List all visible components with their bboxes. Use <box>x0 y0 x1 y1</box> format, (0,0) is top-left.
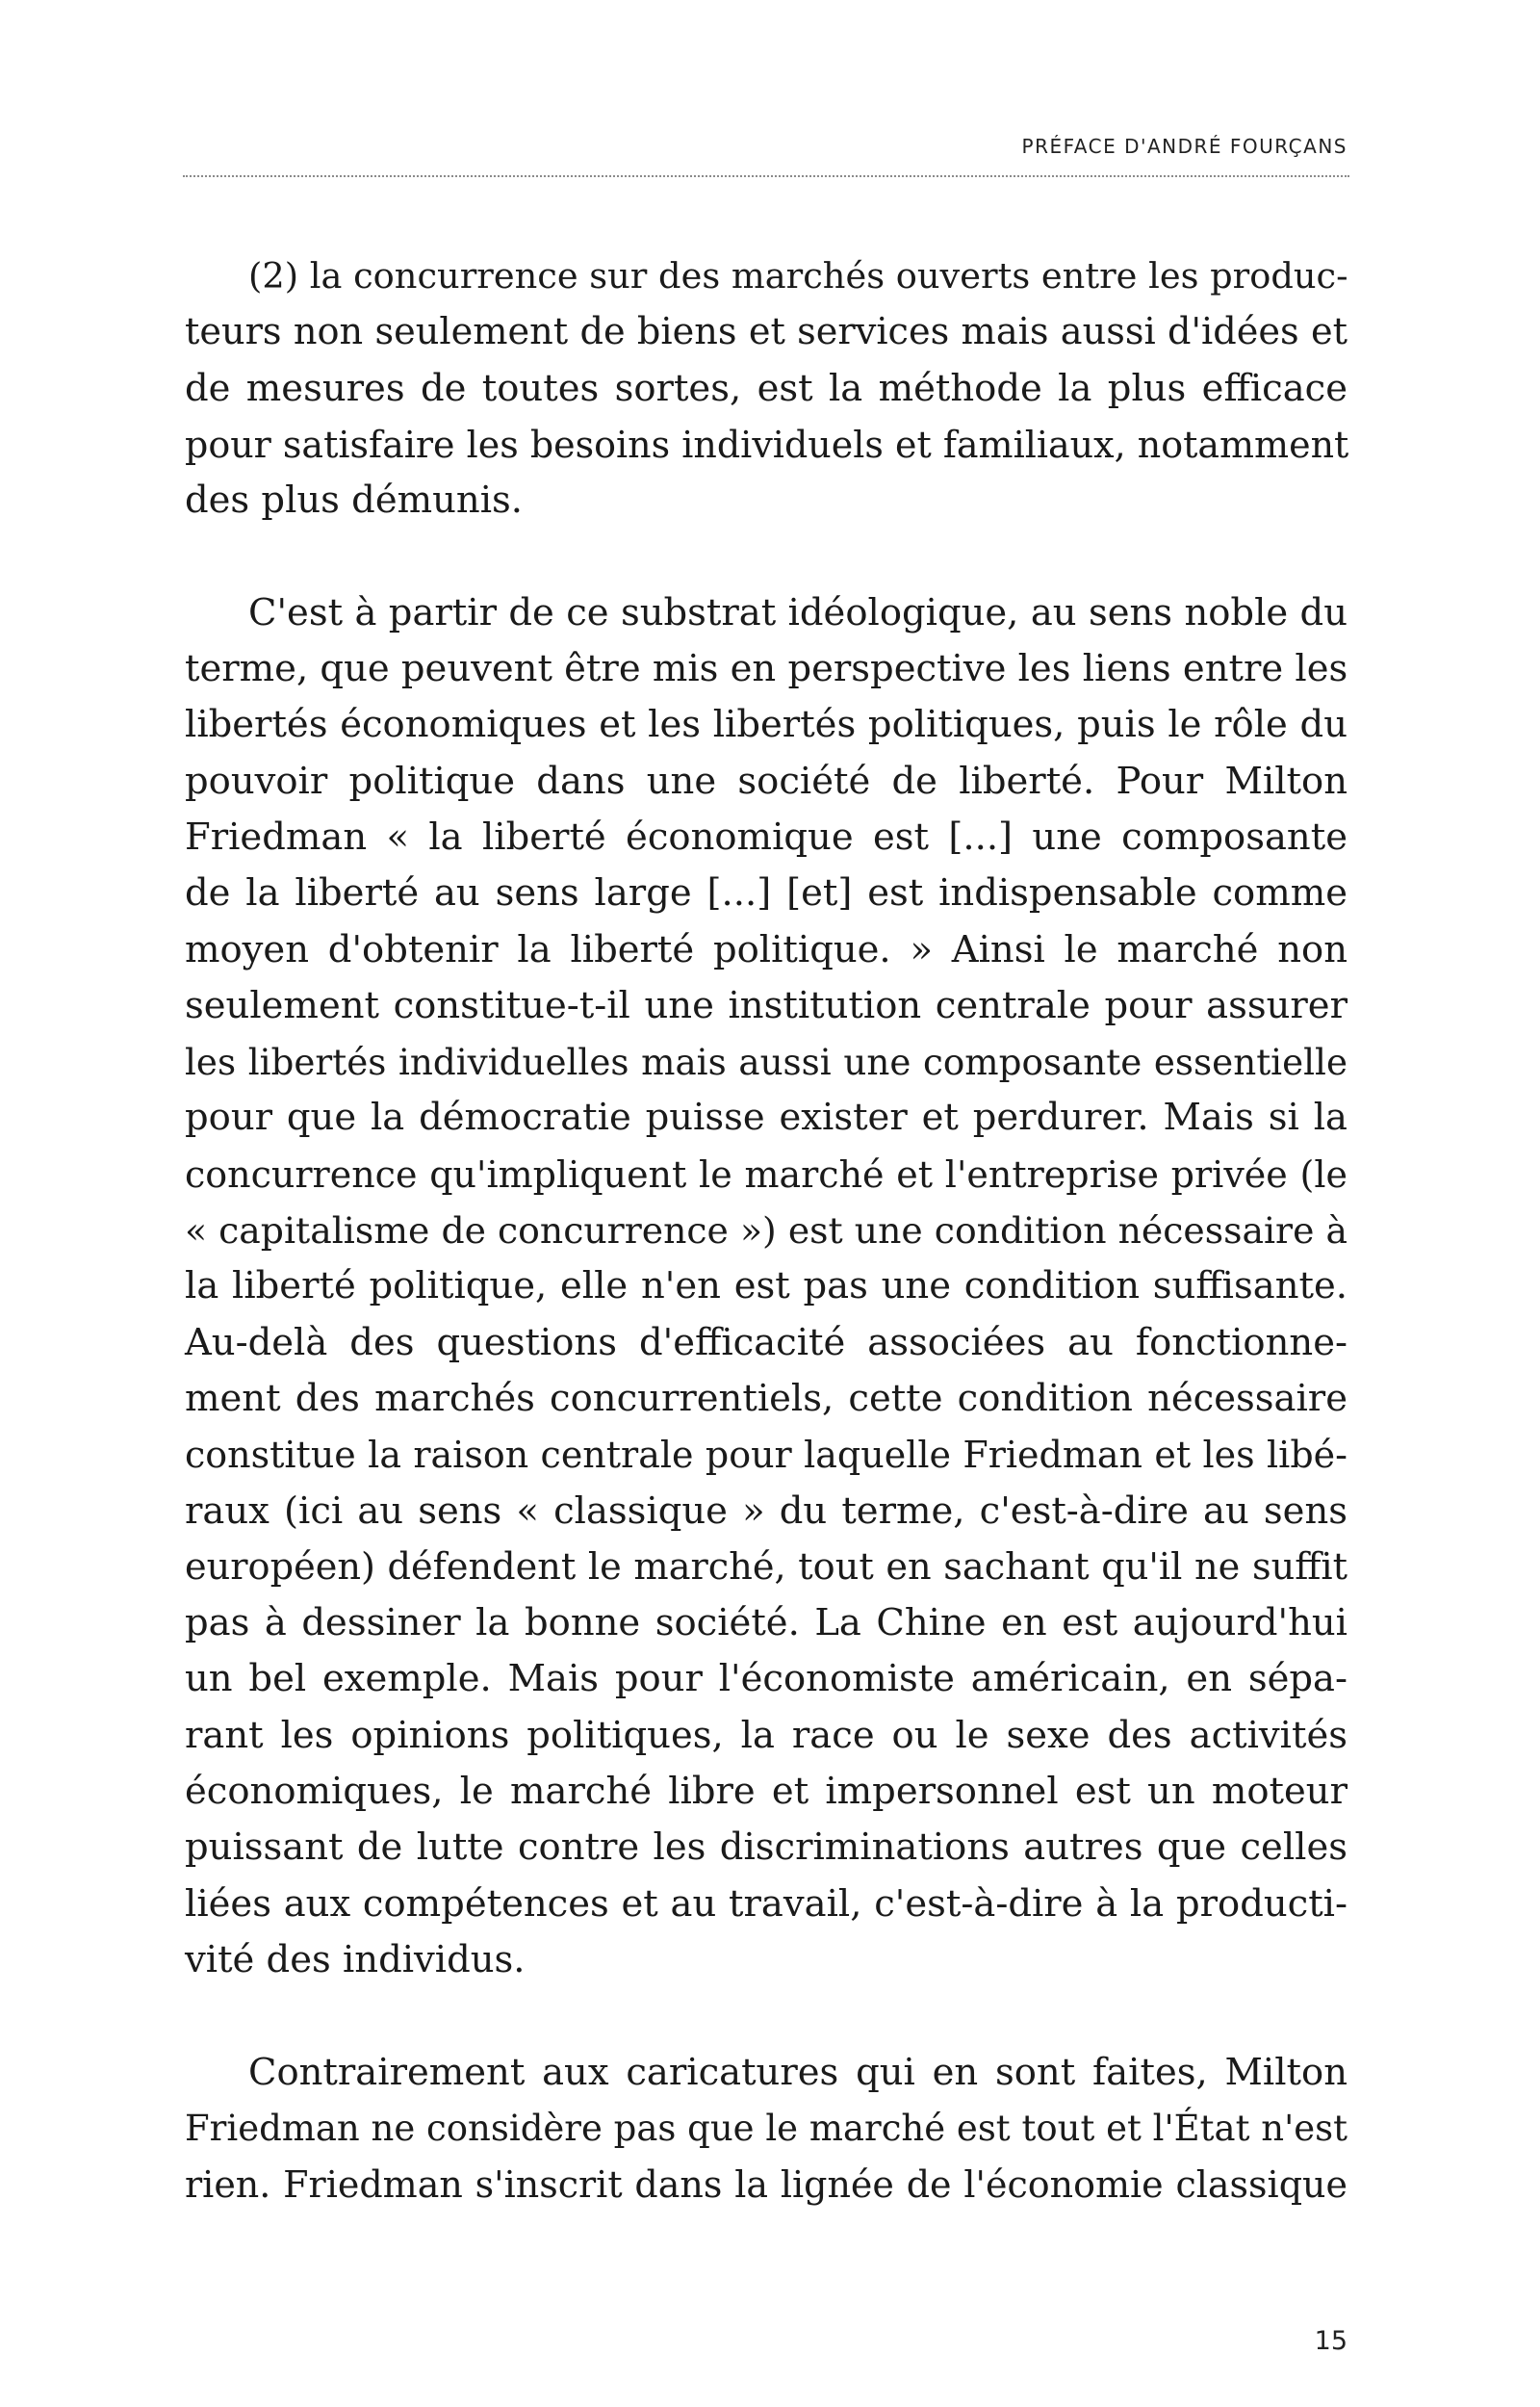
text-line: Friedman ne considère pas que le marché est tout et l'État n'est <box>185 2107 1348 2149</box>
paragraph <box>185 2045 1348 2213</box>
text-line: Contrairement aux caricatures qui en sont faites, Milton <box>248 2050 1348 2094</box>
text-line: européen) défendent le marché, tout en sachant qu'il ne suffit <box>185 1544 1348 1589</box>
text-line: les libertés individuelles mais aussi une composante essentielle <box>185 1041 1348 1084</box>
text-line: raux (ici au sens « classique » du terme, c'est-à-dire au sens <box>185 1488 1348 1533</box>
text-line: de la liberté au sens large [...] [et] est indispensable comme <box>185 871 1348 916</box>
text-line: pour satisfaire les besoins individuels et familiaux, notamment <box>185 423 1349 466</box>
text-line: C'est à partir de ce substrat idéologique, au sens noble du <box>248 590 1348 634</box>
text-line: moyen d'obtenir la liberté politique. » Ainsi le marché non <box>185 927 1348 971</box>
page-number: 15 <box>1314 2326 1348 2356</box>
text-line: pas à dessiner la bonne société. La Chine en est aujourd'hui <box>185 1601 1348 1645</box>
text-line: terme, que peuvent être mis en perspective les liens entre les <box>185 647 1348 691</box>
text-line: Friedman « la liberté économique est [...] une composante <box>185 815 1348 859</box>
text-line: rien. Friedman s'inscrit dans la lignée de l'économie classique <box>185 2163 1348 2207</box>
header-divider <box>183 175 1349 177</box>
text-line: économiques, le marché libre et impersonnel est un moteur <box>185 1770 1348 1814</box>
text-line: seulement constitue-t-il une institution centrale pour assurer <box>185 983 1348 1027</box>
text-line: teurs non seulement de biens et services mais aussi d'idées et <box>185 310 1348 354</box>
text-line: la liberté politique, elle n'en est pas une condition suffisante. <box>185 1264 1348 1308</box>
text-line: puissant de lutte contre les discriminations autres que celles <box>185 1825 1348 1870</box>
text-line: des plus démunis. <box>185 479 524 523</box>
text-line: « capitalisme de concurrence ») est une condition nécessaire à <box>185 1209 1348 1253</box>
text-line: un bel exemple. Mais pour l'économiste américain, en sépa- <box>185 1657 1348 1701</box>
text-line: constitue la raison centrale pour laquelle Friedman et les libé- <box>185 1434 1348 1477</box>
text-line: vité des individus. <box>185 1937 526 1981</box>
running-head: PRÉFACE D'ANDRÉ FOURÇANS <box>1021 135 1348 158</box>
text-line: liées aux compétences et au travail, c'est-à-dire à la producti- <box>185 1881 1348 1926</box>
text-line: de mesures de toutes sortes, est la méthode la plus efficace <box>185 366 1348 410</box>
text-line: pouvoir politique dans une société de liberté. Pour Milton <box>185 759 1348 803</box>
paragraph <box>185 585 1348 1988</box>
text-line: ment des marchés concurrentiels, cette condition nécessaire <box>185 1376 1348 1420</box>
text-line: Au-delà des questions d'efficacité associées au fonctionne- <box>185 1320 1348 1364</box>
text-line: rant les opinions politiques, la race ou le sexe des activités <box>185 1713 1348 1757</box>
text-line: (2) la concurrence sur des marchés ouverts entre les produc- <box>248 255 1348 297</box>
body-text <box>185 248 1348 2213</box>
paragraph <box>185 248 1348 529</box>
text-line: pour que la démocratie puisse exister et perdurer. Mais si la <box>185 1096 1348 1140</box>
text-line: concurrence qu'impliquent le marché et l'entreprise privée (le <box>185 1152 1348 1196</box>
text-line: libertés économiques et les libertés politiques, puis le rôle du <box>185 703 1348 747</box>
